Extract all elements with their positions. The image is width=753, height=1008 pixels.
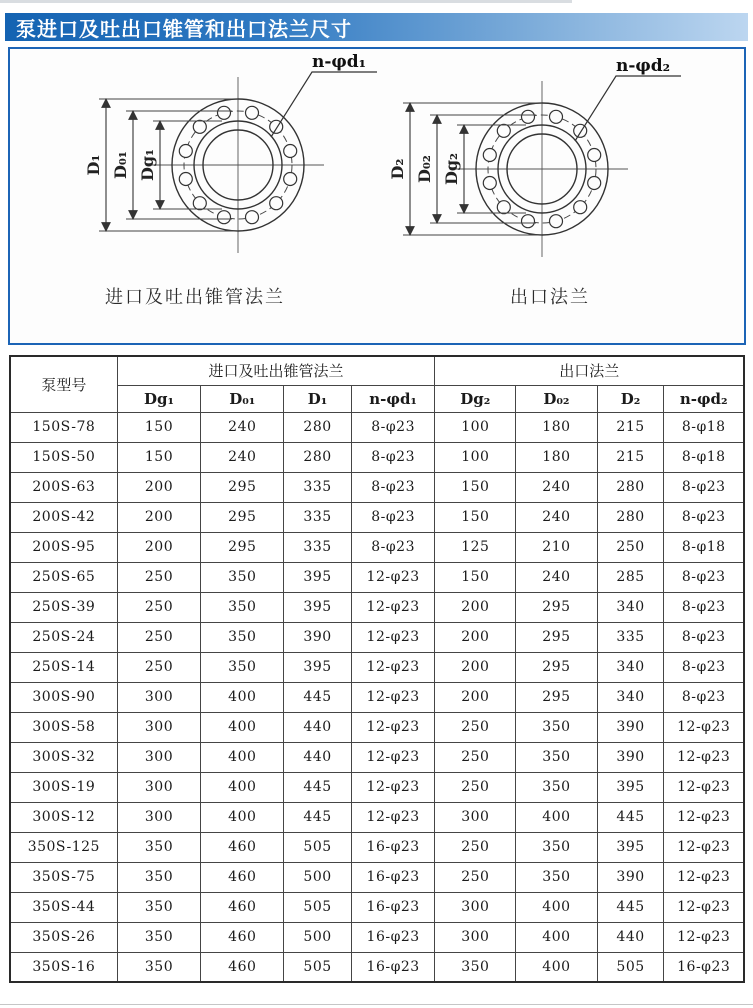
pump-model-cell: 200S-42 [10, 502, 117, 532]
dimension-cell: 240 [201, 442, 284, 472]
col-header-d01: D₀₁ [201, 385, 284, 412]
dimension-cell: 295 [516, 652, 597, 682]
dimension-cell: 12-φ23 [351, 802, 435, 832]
dimension-cell: 240 [201, 412, 284, 442]
table-row [10, 862, 744, 892]
dimension-cell: 8-φ23 [664, 562, 744, 592]
table-row [10, 592, 744, 622]
dimension-cell: 250 [435, 862, 516, 892]
inlet-flange-caption: 进口及吐出锥管法兰 [105, 287, 285, 308]
bolt-hole [588, 177, 601, 190]
dimension-cell: 460 [201, 832, 284, 862]
dimension-cell: 295 [516, 622, 597, 652]
dimension-cell: 12-φ23 [351, 712, 435, 742]
dimension-cell: 285 [597, 562, 664, 592]
dimension-cell: 350 [516, 832, 597, 862]
inlet-group-header: 进口及吐出锥管法兰 [117, 356, 435, 385]
table-row [10, 502, 744, 532]
col-header-nphid2: n-φd₂ [664, 385, 744, 412]
dimension-cell: 12-φ23 [351, 622, 435, 652]
dimension-cell: 12-φ23 [664, 712, 744, 742]
dimension-cell: 8-φ18 [664, 442, 744, 472]
table-row [10, 802, 744, 832]
table-row [10, 952, 744, 982]
dimension-cell: 12-φ23 [351, 682, 435, 712]
dimension-cell: 295 [201, 532, 284, 562]
dimension-cell: 150 [117, 412, 201, 442]
pump-model-cell: 250S-24 [10, 622, 117, 652]
dimension-cell: 390 [597, 742, 664, 772]
pump-model-cell: 300S-58 [10, 712, 117, 742]
dimension-cell: 12-φ23 [664, 772, 744, 802]
dimension-cell: 400 [516, 922, 597, 952]
bolt-circle-diameter-label: D₀₂ [415, 155, 434, 183]
dimension-cell: 460 [201, 862, 284, 892]
dimension-cell: 335 [284, 472, 352, 502]
pump-model-cell: 350S-26 [10, 922, 117, 952]
table-body [10, 412, 744, 982]
dimension-cell: 505 [284, 832, 352, 862]
dimension-cell: 8-φ23 [664, 472, 744, 502]
dimension-cell: 200 [435, 622, 516, 652]
outer-diameter-label: D₂ [388, 158, 407, 180]
dimension-cell: 400 [201, 712, 284, 742]
dimension-cell: 280 [597, 502, 664, 532]
dimension-cell: 400 [516, 802, 597, 832]
dimension-cell: 395 [284, 592, 352, 622]
dimension-cell: 350 [201, 622, 284, 652]
table-row [10, 742, 744, 772]
outer-diameter-label: D₁ [84, 154, 103, 176]
dimension-cell: 350 [117, 832, 201, 862]
dimension-cell: 445 [284, 772, 352, 802]
dimension-cell: 125 [435, 532, 516, 562]
pump-model-cell: 300S-32 [10, 742, 117, 772]
dimension-cell: 350 [201, 652, 284, 682]
bolt-hole [218, 211, 231, 224]
dimension-cell: 300 [117, 742, 201, 772]
dimension-cell: 350 [201, 592, 284, 622]
dimension-cell: 440 [597, 922, 664, 952]
bolt-hole [497, 124, 510, 137]
dimension-cell: 250 [435, 772, 516, 802]
table-row [10, 832, 744, 862]
dimension-cell: 280 [284, 412, 352, 442]
bolt-hole [284, 173, 297, 186]
bolt-hole [284, 145, 297, 158]
table-row [10, 682, 744, 712]
dimension-cell: 8-φ23 [664, 622, 744, 652]
dimension-cell: 250 [117, 592, 201, 622]
dimension-cell: 445 [284, 802, 352, 832]
table-row [10, 652, 744, 682]
table-row [10, 412, 744, 442]
dimension-cell: 460 [201, 952, 284, 982]
dimension-cell: 8-φ23 [351, 442, 435, 472]
dimension-cell: 395 [284, 562, 352, 592]
dimension-cell: 12-φ23 [664, 742, 744, 772]
pump-model-cell: 300S-19 [10, 772, 117, 802]
dimension-cell: 500 [284, 862, 352, 892]
pump-model-cell: 350S-44 [10, 892, 117, 922]
outlet-group-header: 出口法兰 [435, 356, 744, 385]
dimension-cell: 335 [597, 622, 664, 652]
bore-diameter-label: Dg₁ [138, 148, 157, 182]
dimension-cell: 12-φ23 [664, 862, 744, 892]
dimension-cell: 400 [201, 772, 284, 802]
dimension-cell: 350 [516, 712, 597, 742]
dimension-cell: 200 [435, 682, 516, 712]
dimension-cell: 100 [435, 412, 516, 442]
table-row [10, 622, 744, 652]
page-title: 泵进口及吐出口锥管和出口法兰尺寸 [16, 16, 352, 41]
scan-edge-artifact [0, 0, 572, 3]
pump-model-cell: 250S-14 [10, 652, 117, 682]
table-row [10, 442, 744, 472]
pump-model-cell: 350S-16 [10, 952, 117, 982]
dimension-cell: 505 [284, 892, 352, 922]
dimension-cell: 400 [516, 892, 597, 922]
dimension-cell: 280 [597, 472, 664, 502]
dimension-cell: 295 [201, 502, 284, 532]
dimension-cell: 16-φ23 [664, 952, 744, 982]
dimension-cell: 300 [117, 772, 201, 802]
dimension-cell: 240 [516, 562, 597, 592]
bolt-hole [550, 110, 563, 123]
pump-model-cell: 150S-78 [10, 412, 117, 442]
dimension-cell: 100 [435, 442, 516, 472]
outlet-flange-caption: 出口法兰 [510, 287, 590, 308]
dimension-cell: 200 [117, 472, 201, 502]
flange-dimension-table [9, 355, 745, 983]
bolt-circle-diameter-label: D₀₁ [111, 151, 130, 179]
bolt-hole [574, 201, 587, 214]
dimension-cell: 12-φ23 [351, 742, 435, 772]
dimension-cell: 250 [117, 652, 201, 682]
dimension-cell: 440 [284, 742, 352, 772]
dimension-cell: 445 [597, 892, 664, 922]
dimension-cell: 350 [435, 952, 516, 982]
col-header-dg1: Dg₁ [117, 385, 201, 412]
dimension-cell: 350 [117, 862, 201, 892]
dimension-cell: 295 [516, 592, 597, 622]
pump-model-cell: 300S-90 [10, 682, 117, 712]
dimension-cell: 250 [117, 622, 201, 652]
bolt-hole [179, 145, 192, 158]
dimension-cell: 340 [597, 682, 664, 712]
col-header-d2: D₂ [597, 385, 664, 412]
dimension-cell: 295 [201, 472, 284, 502]
dimension-cell: 390 [284, 622, 352, 652]
dimension-cell: 390 [597, 862, 664, 892]
dimension-cell: 12-φ23 [351, 772, 435, 802]
dimension-cell: 400 [201, 802, 284, 832]
dimension-cell: 12-φ23 [664, 922, 744, 952]
dimension-cell: 250 [597, 532, 664, 562]
dimension-cell: 350 [516, 862, 597, 892]
dimension-cell: 150 [435, 502, 516, 532]
dimension-cell: 300 [435, 802, 516, 832]
dimension-cell: 12-φ23 [664, 802, 744, 832]
dimension-cell: 440 [284, 712, 352, 742]
bolt-hole [497, 201, 510, 214]
bolt-hole [246, 211, 259, 224]
dimension-cell: 8-φ23 [664, 682, 744, 712]
outlet-flange-drawing [324, 55, 692, 300]
dimension-cell: 200 [117, 532, 201, 562]
bolt-hole [246, 106, 259, 119]
dimension-cell: 390 [597, 712, 664, 742]
pump-model-cell: 150S-50 [10, 442, 117, 472]
dimension-cell: 16-φ23 [351, 922, 435, 952]
dimension-cell: 505 [597, 952, 664, 982]
dimension-cell: 12-φ23 [664, 892, 744, 922]
dimension-cell: 335 [284, 502, 352, 532]
dimension-cell: 340 [597, 592, 664, 622]
table-row [10, 922, 744, 952]
bolt-hole [483, 149, 496, 162]
pump-model-cell: 300S-12 [10, 802, 117, 832]
dimension-cell: 300 [117, 712, 201, 742]
dimension-cell: 295 [516, 682, 597, 712]
bolt-hole [193, 197, 206, 210]
bore-diameter-label: Dg₂ [442, 152, 461, 186]
dimension-cell: 150 [435, 472, 516, 502]
dimension-cell: 180 [516, 442, 597, 472]
dimension-cell: 300 [117, 802, 201, 832]
dimension-cell: 395 [597, 832, 664, 862]
dimension-cell: 500 [284, 922, 352, 952]
dimension-cell: 180 [516, 412, 597, 442]
dimension-cell: 8-φ23 [351, 502, 435, 532]
dimension-cell: 12-φ23 [351, 592, 435, 622]
dimension-cell: 8-φ23 [664, 502, 744, 532]
bolt-holes-leader-line [575, 76, 681, 141]
dimension-cell: 335 [284, 532, 352, 562]
dimension-cell: 200 [435, 652, 516, 682]
dimension-cell: 250 [435, 712, 516, 742]
table-row [10, 472, 744, 502]
dimension-cell: 8-φ23 [664, 592, 744, 622]
table-row [10, 532, 744, 562]
pump-model-cell: 350S-75 [10, 862, 117, 892]
col-header-d02: D₀₂ [516, 385, 597, 412]
dimension-cell: 16-φ23 [351, 892, 435, 922]
bolt-holes-callout-label: n-φd₁ [312, 52, 367, 72]
dimension-cell: 12-φ23 [351, 562, 435, 592]
dimension-cell: 240 [516, 472, 597, 502]
dimension-cell: 8-φ23 [351, 412, 435, 442]
pump-model-cell: 250S-39 [10, 592, 117, 622]
dimension-cell: 240 [516, 502, 597, 532]
dimension-cell: 8-φ23 [664, 652, 744, 682]
bolt-hole [483, 177, 496, 190]
dimension-cell: 215 [597, 412, 664, 442]
bolt-hole [179, 173, 192, 186]
dimension-cell: 200 [117, 502, 201, 532]
dimension-cell: 445 [284, 682, 352, 712]
dimension-cell: 250 [117, 562, 201, 592]
dimension-cell: 350 [516, 772, 597, 802]
col-header-dg2: Dg₂ [435, 385, 516, 412]
dimension-cell: 340 [597, 652, 664, 682]
dimension-cell: 8-φ18 [664, 532, 744, 562]
table-row [10, 892, 744, 922]
bolt-holes-callout-label: n-φd₂ [616, 56, 671, 76]
pump-model-cell: 200S-63 [10, 472, 117, 502]
table-row [10, 562, 744, 592]
dimension-cell: 350 [117, 892, 201, 922]
dimension-cell: 350 [117, 922, 201, 952]
bolt-hole [550, 215, 563, 228]
dimension-cell: 445 [597, 802, 664, 832]
dimension-cell: 460 [201, 892, 284, 922]
pump-model-column-header: 泵型号 [10, 356, 117, 412]
dimension-cell: 395 [284, 652, 352, 682]
dimension-cell: 300 [117, 682, 201, 712]
bolt-hole [193, 120, 206, 133]
dimension-cell: 400 [516, 952, 597, 982]
dimension-cell: 150 [117, 442, 201, 472]
dimension-cell: 300 [435, 892, 516, 922]
dimension-cell: 250 [435, 742, 516, 772]
dimension-cell: 12-φ23 [351, 652, 435, 682]
dimension-cell: 400 [201, 742, 284, 772]
dimension-cell: 350 [201, 562, 284, 592]
page-title-bar [5, 13, 748, 41]
dimension-cell: 250 [435, 832, 516, 862]
bolt-hole [588, 149, 601, 162]
dimension-cell: 16-φ23 [351, 952, 435, 982]
dimension-cell: 16-φ23 [351, 832, 435, 862]
pump-model-cell: 200S-95 [10, 532, 117, 562]
bolt-hole [270, 197, 283, 210]
col-header-d1: D₁ [284, 385, 352, 412]
flange-diagram-panel [8, 47, 746, 345]
dimension-cell: 16-φ23 [351, 862, 435, 892]
table-row [10, 772, 744, 802]
dimension-cell: 200 [435, 592, 516, 622]
pump-model-cell: 350S-125 [10, 832, 117, 862]
dimension-cell: 395 [597, 772, 664, 802]
bolt-hole [218, 106, 231, 119]
dimension-cell: 460 [201, 922, 284, 952]
dimension-cell: 350 [516, 742, 597, 772]
dimension-cell: 8-φ23 [351, 472, 435, 502]
dimension-cell: 300 [435, 922, 516, 952]
dimension-cell: 505 [284, 952, 352, 982]
scan-edge-artifact [0, 1004, 753, 1005]
dimension-cell: 8-φ23 [351, 532, 435, 562]
bolt-hole [522, 110, 535, 123]
dimension-cell: 8-φ18 [664, 412, 744, 442]
pump-model-cell: 250S-65 [10, 562, 117, 592]
dimension-cell: 210 [516, 532, 597, 562]
dimension-cell: 400 [201, 682, 284, 712]
dimension-cell: 150 [435, 562, 516, 592]
col-header-nphid1: n-φd₁ [351, 385, 435, 412]
bolt-hole [522, 215, 535, 228]
dimension-cell: 215 [597, 442, 664, 472]
dimension-cell: 280 [284, 442, 352, 472]
dimension-cell: 350 [117, 952, 201, 982]
table-row [10, 712, 744, 742]
dimension-cell: 12-φ23 [664, 832, 744, 862]
